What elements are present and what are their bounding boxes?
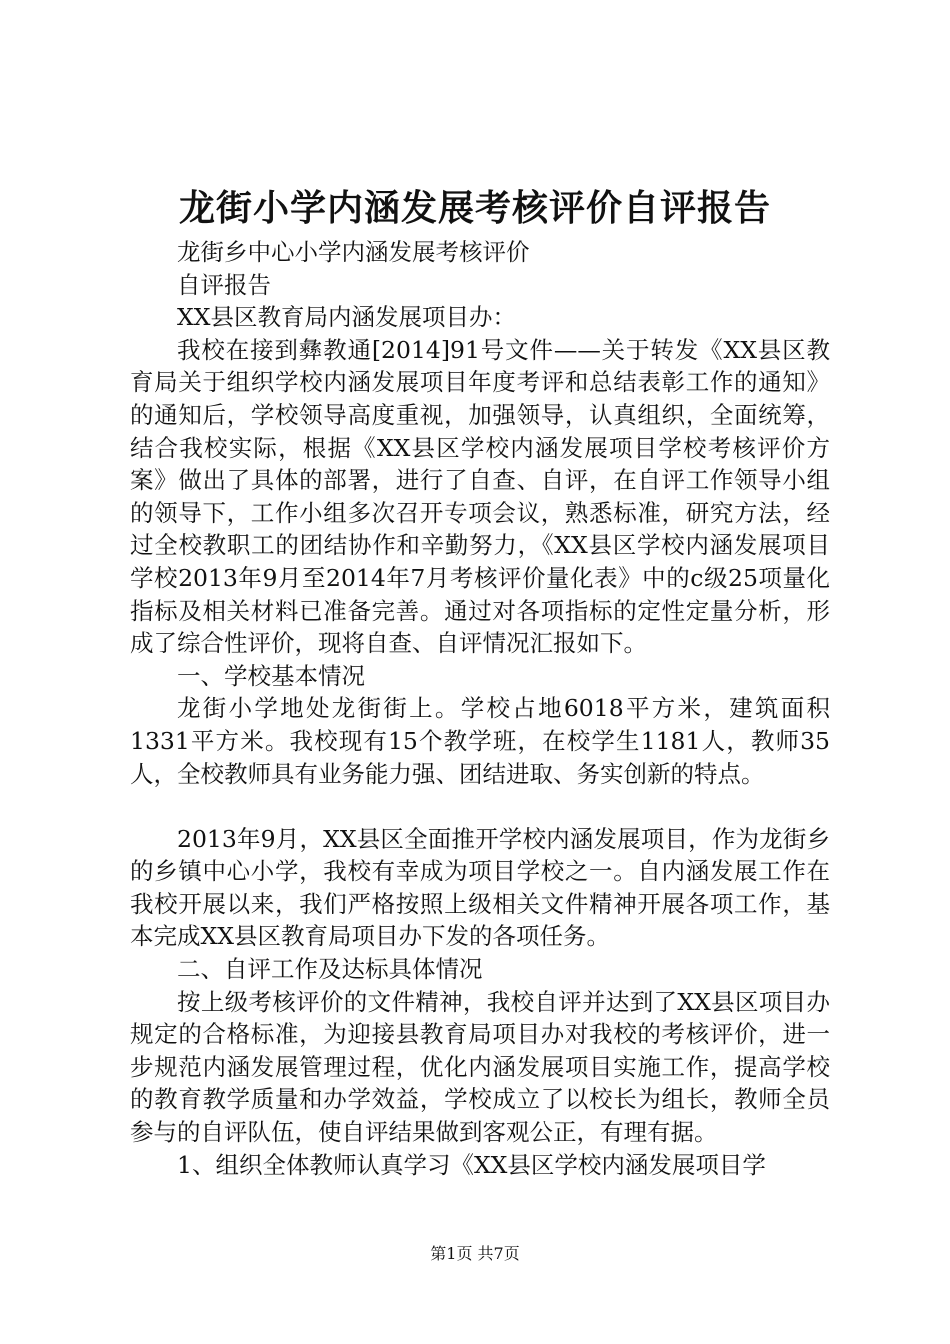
subtitle-line-2: 自评报告	[177, 270, 271, 299]
intro-paragraph: 我校在接到彝教通[2014]91号文件——关于转发《XX县区教育局关于组织学校内涵发展项目年度考评和总结表彰工作的通知》的通知后，学校领导高度重视，加强领导，认真组织，全面统筹，结合我校实际，根据《XX县区学校内涵发展项目学校考核评价方案》做出了具体的部署，进行了自查、自评，在自评工作领导小组的领导下，工作小组多次召开专项会议，熟悉标准，研究方法，经过全校教职工的团结协作和辛勤努力，《XX县区学校内涵发展项目学校2013年9月至2014年7月考核评价量化表》中的c级25项量化指标及相关材料已准备完善。通过对各项指标的定性定量分析，形成了综合性评价，现将自查、自评情况汇报如下。	[130, 335, 830, 658]
self-evaluation-paragraph: 按上级考核评价的文件精神，我校自评并达到了XX县区项目办规定的合格标准，为迎接县教育局项目办对我校的考核评价，进一步规范内涵发展管理过程，优化内涵发展项目实施工作，提高学校的教育教学质量和办学效益，学校成立了以校长为组长，教师全员参与的自评队伍，使自评结果做到客观公正，有理有据。	[130, 987, 830, 1147]
document-body	[130, 236, 830, 1181]
document-title: 龙街小学内涵发展考核评价自评报告	[178, 187, 771, 229]
subtitle-line-1: 龙街乡中心小学内涵发展考核评价	[177, 238, 530, 266]
section-heading-2: 二、自评工作及达标具体情况	[177, 955, 483, 984]
section-heading-1: 一、学校基本情况	[177, 661, 365, 690]
page-footer: 第1页 共7页	[430, 1244, 520, 1263]
school-info-paragraph: 龙街小学地处龙街街上。学校占地6018平方米，建筑面积1331平方米。我校现有15个教学班，在校学生1181人，教师35人，全校教师具有业务能力强、团结进取、务实创新的特点。	[130, 694, 830, 788]
item-1-paragraph: 1、组织全体教师认真学习《XX县区学校内涵发展项目学	[177, 1150, 766, 1179]
project-paragraph: 2013年9月，XX县区全面推开学校内涵发展项目，作为龙街乡的乡镇中心小学，我校有幸成为项目学校之一。自内涵发展工作在我校开展以来，我们严格按照上级相关文件精神开展各项工作，基本完成XX县区教育局项目办下发的各项任务。	[130, 824, 830, 951]
salutation: XX县区教育局内涵发展项目办：	[177, 303, 516, 332]
